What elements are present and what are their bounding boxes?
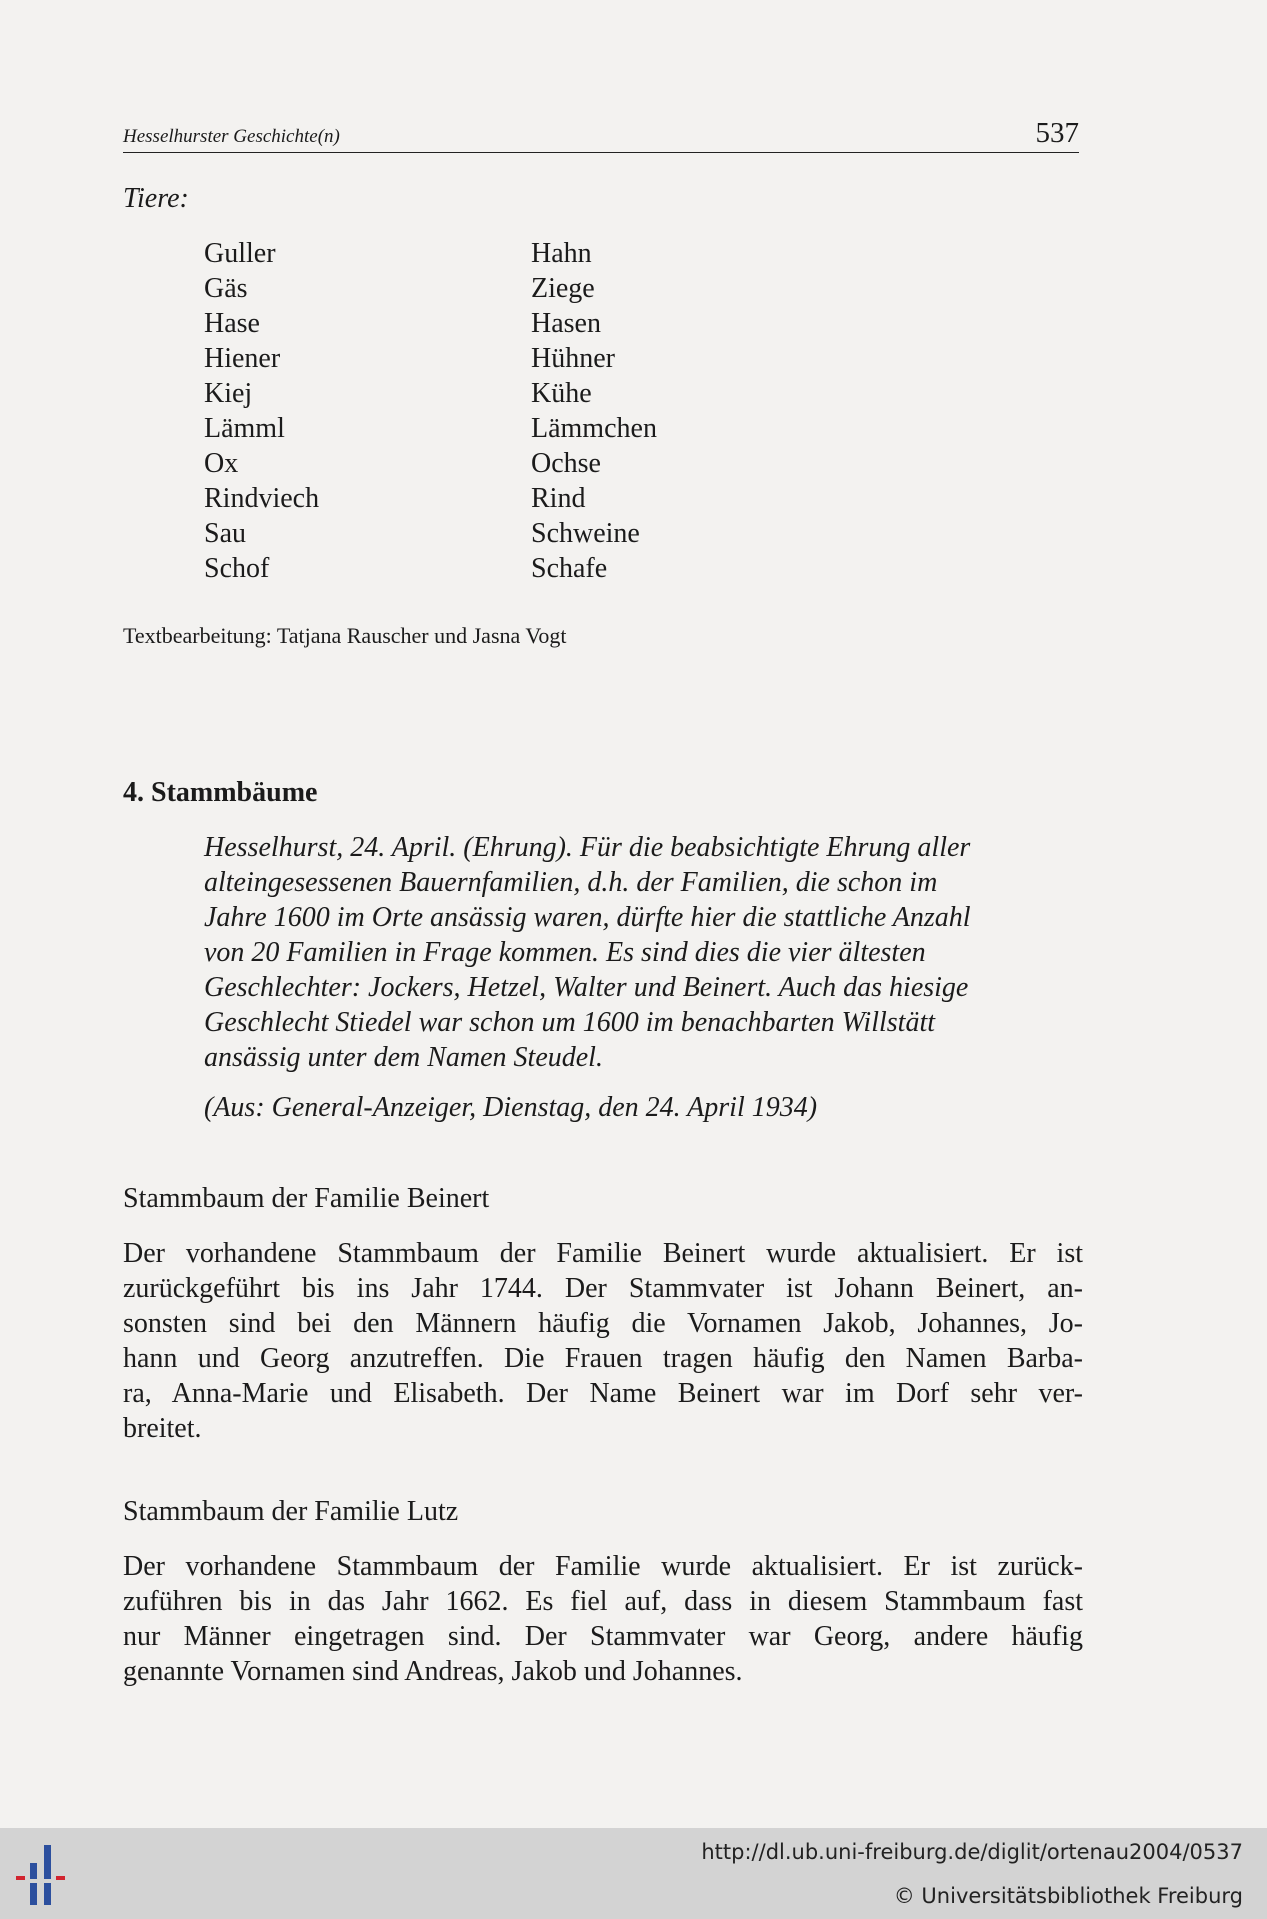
animals-label: Tiere: (123, 183, 189, 214)
running-header (123, 118, 1079, 153)
quote-line: von 20 Familien in Frage kommen. Es sind dies die vier ältesten (204, 937, 926, 968)
lutz-paragraph (123, 1549, 1083, 1689)
dialect-word: Lämml (204, 413, 285, 444)
dialect-word: Sau (204, 518, 246, 549)
dialect-word: Ox (204, 448, 239, 479)
dialect-word: Rindviech (204, 483, 320, 514)
paragraph-line: zuführen bis in das Jahr 1662. Es fiel auf, dass in diesem Stammbaum fast (123, 1586, 1083, 1617)
standard-word: Hühner (531, 343, 615, 374)
quote-line: Geschlechter: Jockers, Hetzel, Walter und Beinert. Auch das hiesige (204, 972, 969, 1003)
quote-line: alteingesessenen Bauernfamilien, d.h. der Familien, die schon im (204, 867, 938, 898)
dialect-word-list (204, 236, 319, 586)
dialect-word: Schof (204, 553, 270, 584)
paragraph-line: sonsten sind bei den Männern häufig die Vornamen Jakob, Johannes, Jo- (123, 1308, 1083, 1339)
dialect-word: Hiener (204, 343, 281, 374)
standard-word: Schafe (531, 553, 608, 584)
quote-source: (Aus: General-Anzeiger, Dienstag, den 24. April 1934) (204, 1092, 818, 1123)
running-title: Hesselhurster Geschichte(n) (123, 126, 340, 147)
paragraph-line: Der vorhandene Stammbaum der Familie Beinert wurde aktualisiert. Er ist (123, 1238, 1083, 1269)
standard-word-list (531, 236, 657, 586)
paragraph-line: breitet. (123, 1413, 202, 1444)
standard-word: Hasen (531, 308, 601, 339)
page-number: 537 (1035, 117, 1079, 149)
paragraph-line: zurückgeführt bis ins Jahr 1744. Der Stammvater ist Johann Beinert, an- (123, 1273, 1083, 1304)
standard-word: Rind (531, 483, 586, 514)
standard-word: Kühe (531, 378, 592, 409)
standard-word: Hahn (531, 238, 592, 269)
paragraph-line: genannte Vornamen sind Andreas, Jakob und Johannes. (123, 1656, 743, 1687)
quote-line: Hesselhurst, 24. April. (Ehrung). Für die beabsichtigte Ehrung aller (204, 832, 971, 863)
paragraph-line: nur Männer eingetragen sind. Der Stammvater war Georg, andere häufig (123, 1621, 1083, 1652)
quote-line: Jahre 1600 im Orte ansässig waren, dürfte hier die stattliche Anzahl (204, 902, 971, 933)
standard-word: Ziege (531, 273, 595, 304)
dialect-word: Gäs (204, 273, 248, 304)
dialect-word: Kiej (204, 378, 253, 409)
paragraph-line: ra, Anna-Marie und Elisabeth. Der Name Beinert war im Dorf sehr ver- (123, 1378, 1083, 1409)
library-footer (0, 1828, 1267, 1919)
newspaper-quote (204, 830, 1079, 1075)
quote-line: Geschlecht Stiedel war schon um 1600 im benachbarten Willstätt (204, 1007, 936, 1038)
dialect-word: Hase (204, 308, 260, 339)
standard-word: Ochse (531, 448, 601, 479)
section-heading: 4. Stammbäume (123, 777, 318, 808)
beinert-paragraph (123, 1236, 1083, 1446)
quote-line: ansässig unter dem Namen Steudel. (204, 1042, 603, 1073)
paragraph-line: Der vorhandene Stammbaum der Familie wurde aktualisiert. Er ist zurück- (123, 1551, 1083, 1582)
source-url-link[interactable]: http://dl.ub.uni-freiburg.de/diglit/ortenau2004/0537 (701, 1840, 1243, 1864)
text-editing-credit: Textbearbeitung: Tatjana Rauscher und Jasna Vogt (123, 623, 567, 648)
lutz-heading: Stammbaum der Familie Lutz (123, 1496, 459, 1527)
library-logo-icon (16, 1845, 80, 1905)
dialect-word: Guller (204, 238, 276, 269)
beinert-heading: Stammbaum der Familie Beinert (123, 1183, 490, 1214)
paragraph-line: hann und Georg anzutreffen. Die Frauen tragen häufig den Namen Barba- (123, 1343, 1083, 1374)
standard-word: Lämmchen (531, 413, 657, 444)
copyright-notice: © Universitätsbibliothek Freiburg (893, 1884, 1243, 1908)
standard-word: Schweine (531, 518, 640, 549)
